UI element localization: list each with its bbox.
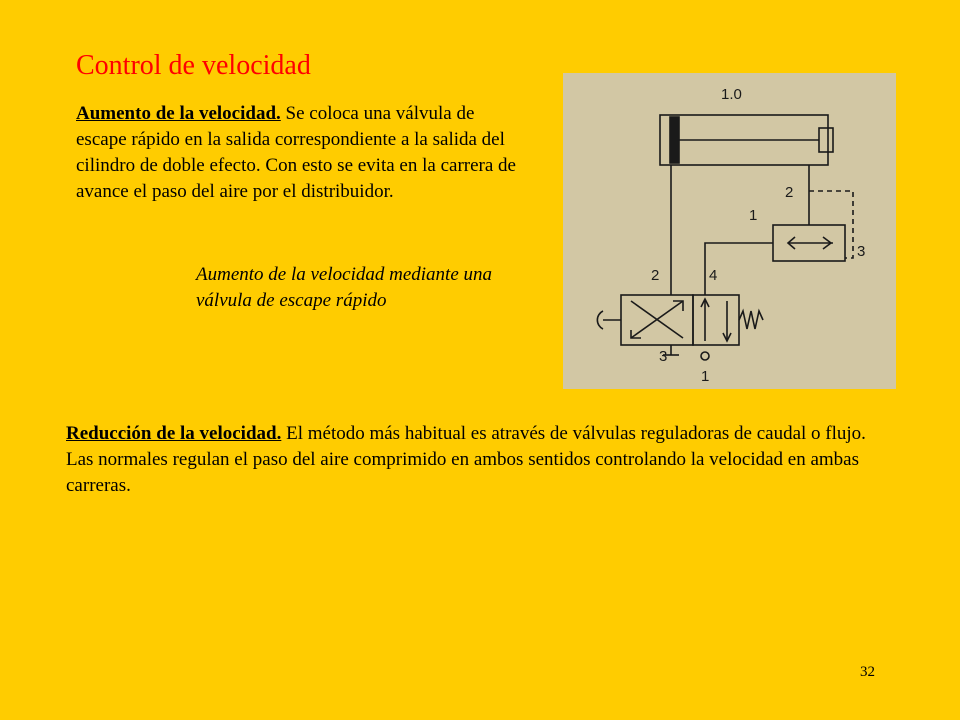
page-number: 32 bbox=[860, 664, 875, 680]
label-port-3-exhaust: 3 bbox=[857, 243, 866, 260]
label-port-2-valve: 2 bbox=[651, 267, 660, 284]
reduction-lead: Reducción de la velocidad. bbox=[66, 423, 282, 444]
cylinder-endcap bbox=[819, 128, 833, 152]
valve-spring bbox=[739, 311, 763, 329]
slide-title: Control de velocidad bbox=[76, 50, 311, 81]
figure-caption: Aumento de la velocidad mediante una válvula de escape rápido bbox=[196, 264, 493, 311]
quick-exhaust-valve-diagram bbox=[563, 73, 896, 389]
directional-valve-right bbox=[693, 295, 739, 345]
label-cylinder: 1.0 bbox=[721, 86, 742, 103]
label-port-1-valve: 1 bbox=[701, 368, 710, 385]
reduction-paragraph bbox=[66, 421, 866, 499]
increase-paragraph bbox=[76, 101, 516, 205]
increase-text: Se coloca una válvula de escape rápido en la salida correspondiente a la salida del cilindro de doble efecto. Con esto se evita en la carrera de avance el paso del aire por el distribuidor. bbox=[76, 103, 516, 202]
label-port-2-top: 2 bbox=[785, 184, 794, 201]
increase-lead: Aumento de la velocidad. bbox=[76, 103, 281, 124]
reduction-text: El método más habitual es através de válvulas reguladoras de caudal o flujo. Las normales regulan el paso del aire comprimido en ambos sentidos controlando la velocidad en ambas carreras. bbox=[66, 423, 866, 496]
supply-port bbox=[701, 352, 709, 360]
cylinder-piston bbox=[670, 117, 679, 163]
label-port-1-mid: 1 bbox=[749, 207, 758, 224]
label-port-4-valve: 4 bbox=[709, 267, 718, 284]
label-port-3-valve: 3 bbox=[659, 348, 668, 365]
